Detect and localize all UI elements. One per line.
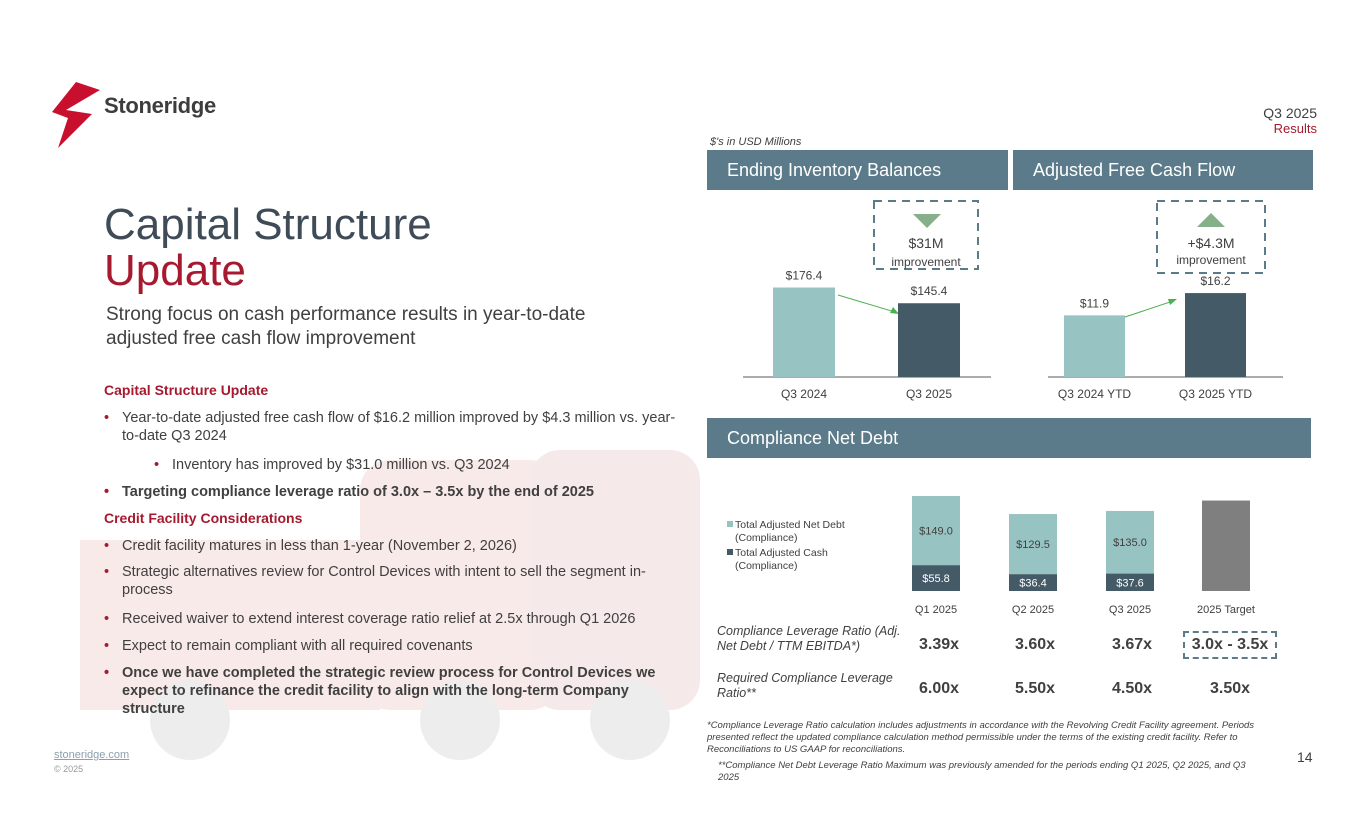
page-title-line2: Update bbox=[104, 246, 246, 295]
legend-swatch-net-debt bbox=[727, 521, 733, 527]
callout-value: +$4.3M bbox=[1187, 235, 1235, 251]
bar-value-label: $135.0 bbox=[1113, 537, 1147, 550]
bullet-text: Targeting compliance leverage ratio of 3.0x – 3.5x by the end of 2025 bbox=[122, 484, 594, 500]
bullet-dot: • bbox=[104, 638, 110, 654]
bar bbox=[898, 303, 960, 377]
down-arrow-icon bbox=[913, 214, 941, 228]
period-title: Q3 2025 bbox=[1263, 105, 1317, 121]
page-subtitle: Strong focus on cash performance results in year-to-date adjusted free cash flow improvement bbox=[106, 304, 586, 349]
bullet-text: Once we have completed the strategic review process for Control Devices we expect to refinance the credit facility to align with the long-term Company structure bbox=[122, 665, 656, 717]
legend-line: (Compliance) bbox=[735, 532, 798, 544]
bullet-dot: • bbox=[104, 538, 110, 554]
sub-bullet-item bbox=[154, 456, 674, 474]
ratio-value: 3.67x bbox=[1111, 636, 1153, 653]
bullet-item bbox=[104, 409, 684, 445]
x-tick-label: Q3 2024 bbox=[780, 387, 828, 401]
panel-header-fcf: Adjusted Free Cash Flow bbox=[1013, 150, 1313, 190]
x-tick-label: Q2 2025 bbox=[1011, 604, 1055, 616]
bullet-text: Inventory has improved by $31.0 million vs. Q3 2024 bbox=[172, 457, 510, 473]
ratio-row-label: Compliance Leverage Ratio (Adj. Net Debt / TTM EBITDA*) bbox=[717, 624, 901, 653]
bullet-item bbox=[104, 483, 684, 501]
ratio-value: 3.50x bbox=[1209, 680, 1251, 697]
bullet-text: Year-to-date adjusted free cash flow of $16.2 million improved by $4.3 million vs. year-to-date Q3 2024 bbox=[122, 410, 676, 444]
bullet-item bbox=[104, 563, 674, 599]
footnote-1: *Compliance Leverage Ratio calculation includes adjustments in accordance with the Revolving Credit Facility agreement. Periods presented reflect the updated compliance calculation method permissible under the terms of the existing credit facility. Refer to Reconciliations to US GAAP for reconciliations. bbox=[707, 720, 1255, 755]
bar-value-label: $145.4 bbox=[910, 284, 948, 299]
bullet-text: Received waiver to extend interest coverage ratio relief at 2.5x through Q1 2026 bbox=[122, 611, 636, 627]
section-heading-credit-facility: Credit Facility Considerations bbox=[104, 510, 303, 526]
bullet-dot: • bbox=[104, 410, 110, 426]
ratio-value: 6.00x bbox=[918, 680, 960, 697]
bullet-dot: • bbox=[104, 484, 110, 500]
trend-arrowhead-icon bbox=[1168, 299, 1177, 305]
bar-value-label: $11.9 bbox=[1079, 296, 1110, 311]
website-link[interactable]: stoneridge.com bbox=[54, 749, 130, 761]
bullet-text: Credit facility matures in less than 1-year (November 2, 2026) bbox=[122, 538, 517, 554]
logo-wordmark: Stoneridge bbox=[104, 93, 216, 118]
section-heading-capital-structure: Capital Structure Update bbox=[104, 382, 269, 398]
logo-mark-icon bbox=[52, 82, 104, 148]
legend-label: Total Adjusted Cash (Compliance) bbox=[735, 547, 828, 572]
page-number: 14 bbox=[1297, 749, 1313, 765]
period-label bbox=[1263, 105, 1317, 136]
bar-value-label: $176.4 bbox=[785, 268, 823, 283]
legend-swatch-cash bbox=[727, 549, 733, 555]
footnote-2: **Compliance Net Debt Leverage Ratio Maximum was previously amended for the periods ending Q1 2025, Q2 2025, and Q3 2025 bbox=[718, 760, 1246, 783]
bullet-text: Expect to remain compliant with all required covenants bbox=[122, 638, 473, 654]
bullet-item bbox=[104, 637, 684, 655]
bar-value-label: $37.6 bbox=[1116, 577, 1144, 590]
legend-line: Total Adjusted Net Debt bbox=[735, 519, 845, 531]
ratio-value: 4.50x bbox=[1111, 680, 1153, 697]
panel-header-debt: Compliance Net Debt bbox=[707, 418, 1311, 458]
legend-label bbox=[735, 519, 845, 544]
ratio-value: 5.50x bbox=[1014, 680, 1056, 697]
net-debt-chart bbox=[707, 460, 1313, 620]
ratio-value: 3.39x bbox=[918, 636, 960, 653]
bullet-dot: • bbox=[104, 665, 110, 681]
period-subtitle: Results bbox=[1273, 121, 1317, 136]
bar-value-label: $16.2 bbox=[1200, 274, 1231, 289]
x-tick-label: 2025 Target bbox=[1197, 604, 1255, 616]
x-tick-label: Q3 2024 YTD bbox=[1057, 387, 1132, 401]
bullet-item bbox=[104, 610, 684, 628]
x-tick-label: Q3 2025 YTD bbox=[1178, 387, 1253, 401]
bullet-dot: • bbox=[154, 457, 160, 473]
panel-header-inventory: Ending Inventory Balances bbox=[707, 150, 1008, 190]
x-tick-label: Q3 2025 bbox=[1108, 604, 1152, 616]
bullet-text: Strategic alternatives review for Control Devices with intent to sell the segment in-process bbox=[122, 564, 646, 598]
bar-value-label: $129.5 bbox=[1016, 539, 1050, 552]
bar-value-label: $149.0 bbox=[919, 525, 953, 538]
bullet-item bbox=[104, 537, 684, 555]
copyright: © 2025 bbox=[54, 764, 84, 774]
bullet-dot: • bbox=[104, 564, 110, 580]
bar bbox=[1064, 315, 1125, 377]
bar-value-label: $55.8 bbox=[922, 573, 950, 586]
bar bbox=[1185, 293, 1246, 377]
bullet-dot: • bbox=[104, 611, 110, 627]
bullet-item bbox=[104, 664, 679, 718]
bar bbox=[773, 288, 835, 378]
fcf-chart bbox=[1013, 195, 1313, 410]
callout-label: improvement bbox=[891, 255, 961, 269]
target-bar bbox=[1202, 501, 1250, 591]
callout-value: $31M bbox=[908, 235, 944, 251]
x-tick-label: Q3 2025 bbox=[905, 387, 953, 401]
bar-value-label: $36.4 bbox=[1019, 577, 1047, 590]
trend-line bbox=[838, 295, 895, 312]
page-title-line1: Capital Structure bbox=[104, 200, 432, 249]
trend-arrowhead-icon bbox=[890, 307, 899, 314]
ratio-value: 3.60x bbox=[1014, 636, 1056, 653]
up-arrow-icon bbox=[1197, 213, 1225, 227]
callout-label: improvement bbox=[1176, 253, 1246, 267]
ratio-row-label: Required Compliance Leverage Ratio** bbox=[717, 671, 893, 700]
ratio-target-value: 3.0x - 3.5x bbox=[1183, 631, 1277, 659]
x-tick-label: Q1 2025 bbox=[914, 604, 958, 616]
units-note: $'s in USD Millions bbox=[710, 136, 802, 148]
inventory-chart bbox=[707, 195, 1008, 410]
stoneridge-logo bbox=[52, 82, 222, 148]
